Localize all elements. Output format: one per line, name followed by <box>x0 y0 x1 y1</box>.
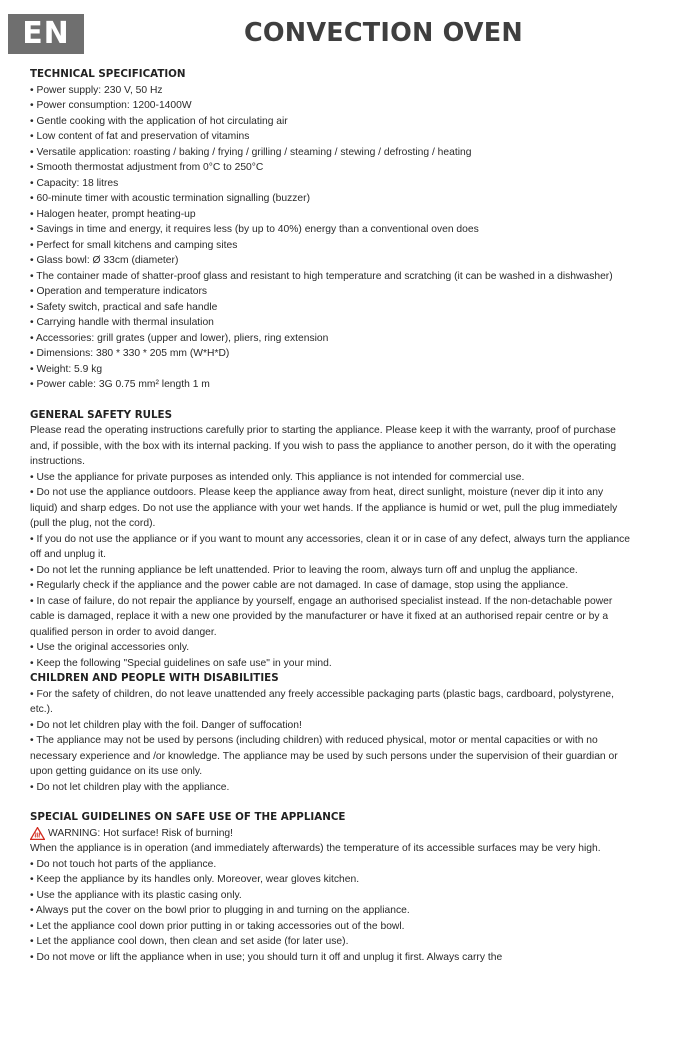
spec-item: • The container made of shatter-proof glass and resistant to high temperature and scratching (it can be washed in a dishwasher) <box>30 270 613 282</box>
spec-item: • Operation and temperature indicators <box>30 286 208 297</box>
spec-item: • Low content of fat and preservation of vitamins <box>30 131 250 142</box>
special-guidelines-section <box>30 810 632 965</box>
spec-item: • Power consumption: 1200-1400W <box>30 100 192 111</box>
children-item: • For the safety of children, do not leave unattended any freely accessible packaging parts (plastic bags, cardboard, polystyrene, etc.). <box>30 688 614 715</box>
section-spacer <box>30 393 632 408</box>
special-item: • Let the appliance cool down, then clean and set aside (for later use). <box>30 936 349 947</box>
document-title: CONVECTION OVEN <box>244 18 523 48</box>
spec-item: • Savings in time and energy, it requires less (by up to 40%) energy than a conventional oven does <box>30 224 479 235</box>
safety-item: • Regularly check if the appliance and the power cable are not damaged. In case of damage, stop using the appliance. <box>30 580 569 591</box>
safety-item: • Use the original accessories only. <box>30 642 190 653</box>
spec-item: • Capacity: 18 litres <box>30 177 119 189</box>
safety-item: • If you do not use the appliance or if you want to mount any accessories, clean it or in case of any defect, always turn the appliance off and unplug it. <box>30 533 631 560</box>
spec-item: • Gentle cooking with the application of hot circulating air <box>30 115 288 127</box>
special-item: • Let the appliance cool down prior putting in or taking accessories out of the bowl. <box>30 920 405 932</box>
special-intro: When the appliance is in operation (and immediately afterwards) the temperature of its accessible surfaces may be very high. <box>30 843 601 854</box>
safety-item: • Do not let the running appliance be left unattended. Prior to leaving the room, always turn off and unplug the appliance. <box>30 564 578 576</box>
spec-item: • Weight: 5.9 kg <box>30 363 103 375</box>
safety-item: • Do not use the appliance outdoors. Please keep the appliance away from heat, direct sunlight, moisture (never dip it into any liquid) and sharp edges. Do not use the appliance with your wet hands. If the appliance is humid or wet, pull the plug immediately (pull the plug, not the cord). <box>30 487 618 529</box>
technical-specification-heading: TECHNICAL SPECIFICATION <box>30 68 186 80</box>
special-item: • Use the appliance with its plastic casing only. <box>30 889 242 901</box>
spec-item: • Power cable: 3G 0.75 mm² length 1 m <box>30 379 210 390</box>
manual-content <box>30 67 632 965</box>
safety-item: • Use the appliance for private purposes as intended only. This appliance is not intended for commercial use. <box>30 471 525 483</box>
spec-item: • Accessories: grill grates (upper and lower), pliers, ring extension <box>30 332 329 344</box>
spec-item: • Safety switch, practical and safe handle <box>30 301 218 313</box>
spec-item: • Versatile application: roasting / baking / frying / grilling / steaming / stewing / defrosting / heating <box>30 146 472 158</box>
children-item: • The appliance may not be used by persons (including children) with reduced physical, motor or mental capacities or with no necessary experience and /or knowledge. The appliance may be used by such persons under the supervision of their guardian or upon getting guidance on its use only. <box>30 735 618 777</box>
children-section <box>30 671 632 795</box>
spec-item: • Smooth thermostat adjustment from 0°C to 250°C <box>30 162 264 173</box>
hot-surface-warning-icon <box>30 827 45 840</box>
spec-item: • 60-minute timer with acoustic termination signalling (buzzer) <box>30 193 311 204</box>
warning-text: WARNING: Hot surface! Risk of burning! <box>48 827 234 839</box>
spec-list <box>30 83 632 393</box>
spec-item: • Carrying handle with thermal insulation <box>30 317 214 328</box>
safety-item: • Keep the following "Special guidelines on safe use" in your mind. <box>30 657 332 669</box>
safety-intro: Please read the operating instructions carefully prior to starting the appliance. Please keep it with the warranty, proof of purchase and, if possible, with the box with its internal packing. If you wish to pass the appliance to another person, do it with the operating instructions. <box>30 425 617 467</box>
spec-item: • Power supply: 230 V, 50 Hz <box>30 84 163 96</box>
spec-item: • Glass bowl: Ø 33cm (diameter) <box>30 255 179 266</box>
special-item: • Do not move or lift the appliance when in use; you should turn it off and unplug it first. Always carry the <box>30 951 503 963</box>
spec-item: • Dimensions: 380 * 330 * 205 mm (W*H*D) <box>30 348 230 359</box>
general-safety-heading: GENERAL SAFETY RULES <box>30 408 172 421</box>
special-guidelines-heading: SPECIAL GUIDELINES ON SAFE USE OF THE APPLIANCE <box>30 811 346 823</box>
special-item: • Do not touch hot parts of the appliance. <box>30 858 217 870</box>
special-item: • Keep the appliance by its handles only. Moreover, wear gloves kitchen. <box>30 874 360 885</box>
spec-item: • Perfect for small kitchens and camping sites <box>30 239 238 251</box>
children-item: • Do not let children play with the appliance. <box>30 781 230 793</box>
general-safety-section <box>30 408 632 672</box>
children-heading: CHILDREN AND PEOPLE WITH DISABILITIES <box>30 672 279 684</box>
section-spacer <box>30 795 632 810</box>
technical-specification-section <box>30 67 632 393</box>
safety-item: • In case of failure, do not repair the appliance by yourself, engage an authorised specialist instead. If the non-detachable power cable is damaged, replace it with a new one provided by the manufacturer or have it fixed at an authorised repair centre or by a qualified person in order to avoid danger. <box>30 595 613 638</box>
language-badge: EN <box>8 14 84 54</box>
spec-item: • Halogen heater, prompt heating-up <box>30 208 196 220</box>
special-item: • Always put the cover on the bowl prior to plugging in and turning on the appliance. <box>30 905 410 916</box>
children-item: • Do not let children play with the foil. Danger of suffocation! <box>30 719 302 731</box>
hot-surface-warning <box>30 826 632 842</box>
